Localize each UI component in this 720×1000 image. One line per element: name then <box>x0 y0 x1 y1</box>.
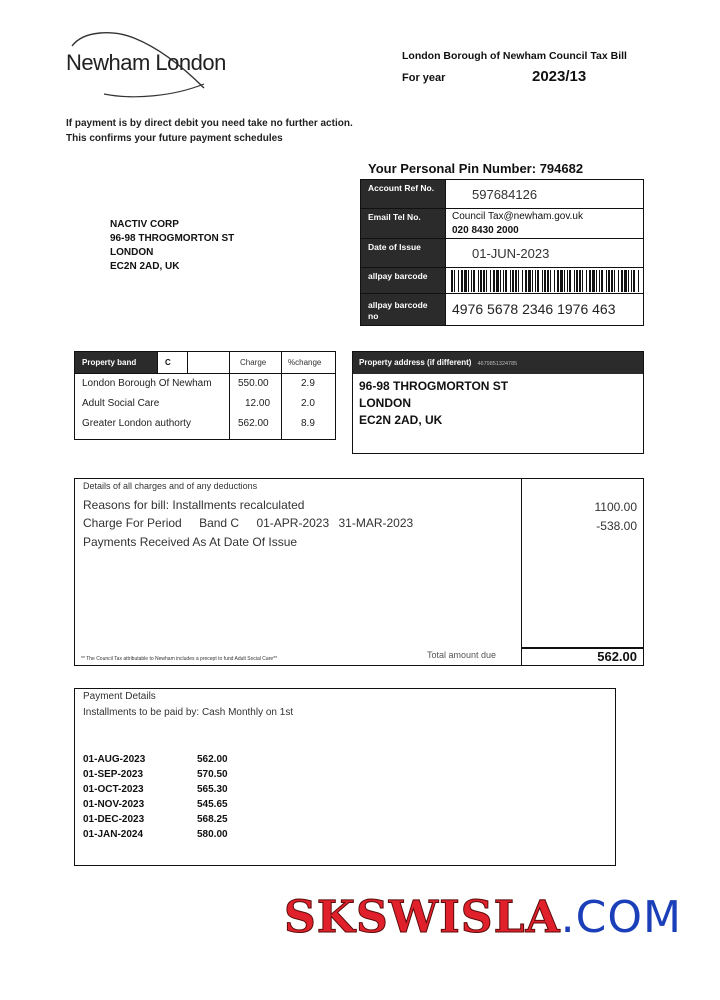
account-table <box>360 179 644 326</box>
payment-amount: 580.00 <box>197 829 228 840</box>
band-value: C <box>157 352 187 373</box>
total-amount: 562.00 <box>597 649 637 664</box>
property-address-header <box>353 352 643 374</box>
barcode-no-value: 4976 5678 2346 1976 463 <box>452 301 616 317</box>
year-value: 2023/13 <box>532 68 587 85</box>
watermark-main: SKSWISLA <box>284 892 561 943</box>
band-label: Property band <box>75 352 157 373</box>
direct-debit-note: If payment is by direct debit you need take no further action. This confirms your future payment schedules <box>66 118 353 144</box>
band-row-change: 8.9 <box>301 418 315 429</box>
band-row-name: London Borough Of Newham <box>82 378 212 389</box>
property-address-line: 96-98 THROGMORTON ST <box>359 379 509 393</box>
charges-reason: Reasons for bill: Installments recalculated <box>83 498 305 512</box>
payment-date: 01-NOV-2023 <box>83 799 145 810</box>
period-label: Charge For Period <box>83 516 182 530</box>
total-label: Total amount due <box>427 650 497 660</box>
property-ref: 4679851324785 <box>477 361 518 367</box>
period-from: 01-APR-2023 <box>256 516 330 530</box>
period-band: Band C <box>199 516 240 530</box>
watermark-suffix: .COM <box>560 892 682 943</box>
bill-title: London Borough of Newham Council Tax Bill <box>402 50 627 62</box>
property-band-table <box>74 351 336 440</box>
pin-label: Your Personal Pin Number: <box>368 161 537 176</box>
payment-date: 01-DEC-2023 <box>83 814 145 825</box>
payment-date: 01-SEP-2023 <box>83 769 144 780</box>
payment-date: 01-JAN-2024 <box>83 829 144 840</box>
barcode-icon <box>451 270 641 292</box>
charges-period <box>83 516 413 530</box>
logo-text: Newham London <box>66 50 226 75</box>
account-ref-value: 597684126 <box>472 187 538 202</box>
charge-amount: 1100.00 <box>594 500 637 514</box>
charges-title: Details of all charges and of any deductions <box>83 481 258 491</box>
property-address-line: EC2N 2AD, UK <box>359 413 443 427</box>
payment-date: 01-AUG-2023 <box>83 754 146 765</box>
recipient-address <box>110 218 234 274</box>
band-row-charge: 12.00 <box>245 398 271 409</box>
change-header: %change <box>281 352 337 373</box>
contact-label: Email Tel No. <box>361 209 445 238</box>
payment-amount: 562.00 <box>197 754 228 765</box>
charges-footnote: ** The Council Tax attributable to Newham includes a precept to fund Adult Social Care** <box>81 656 278 662</box>
barcode-row <box>361 268 643 294</box>
recipient-line: LONDON <box>110 247 154 258</box>
newham-logo <box>64 28 224 100</box>
payment-amount: 568.25 <box>197 814 228 825</box>
issue-date-value: 01-JUN-2023 <box>472 246 550 261</box>
recipient-line: EC2N 2AD, UK <box>110 261 180 272</box>
issue-date-row <box>361 239 643 268</box>
year-label: For year <box>402 72 446 84</box>
barcode-label: allpay barcode <box>361 268 445 293</box>
payments-received: Payments Received As At Date Of Issue <box>83 535 298 549</box>
payment-amount: 565.30 <box>197 784 228 795</box>
tel-value: 020 8430 2000 <box>452 225 519 236</box>
payment-amount: 545.65 <box>197 799 228 810</box>
period-to: 31-MAR-2023 <box>338 516 414 530</box>
charge-header: Charge <box>229 352 281 373</box>
payment-amount: 570.50 <box>197 769 228 780</box>
band-row-change: 2.0 <box>301 398 315 409</box>
recipient-line: 96-98 THROGMORTON ST <box>110 233 235 244</box>
band-row-change: 2.9 <box>301 378 315 389</box>
deduction-amount: -538.00 <box>596 519 637 533</box>
barcode-no-label: allpay barcode no <box>361 294 445 325</box>
account-ref-label: Account Ref No. <box>361 180 445 208</box>
band-row-name: Adult Social Care <box>82 398 160 409</box>
barcode-no-row <box>361 294 643 325</box>
issue-date-label: Date of Issue <box>361 239 445 267</box>
payment-details-box <box>74 688 616 866</box>
band-header <box>75 352 335 374</box>
property-address-lines <box>359 378 508 429</box>
watermark <box>284 892 682 943</box>
band-row-charge: 562.00 <box>238 418 269 429</box>
pin-value: 794682 <box>539 161 584 176</box>
email-value: Council Tax@newham.gov.uk <box>452 211 583 222</box>
pin-line <box>368 161 583 176</box>
band-row-name: Greater London authorty <box>82 418 191 429</box>
property-address-box <box>352 351 644 454</box>
band-row-charge: 550.00 <box>238 378 269 389</box>
charges-box <box>74 478 644 666</box>
property-address-line: LONDON <box>359 396 411 410</box>
property-address-label: Property address (if different) <box>359 358 472 367</box>
payment-date: 01-OCT-2023 <box>83 784 144 795</box>
payment-title: Payment Details <box>83 691 156 702</box>
payment-subtitle: Installments to be paid by: Cash Monthly on 1st <box>83 707 294 718</box>
recipient-line: NACTIV CORP <box>110 219 179 230</box>
contact-row <box>361 209 643 239</box>
account-ref-row <box>361 180 643 209</box>
